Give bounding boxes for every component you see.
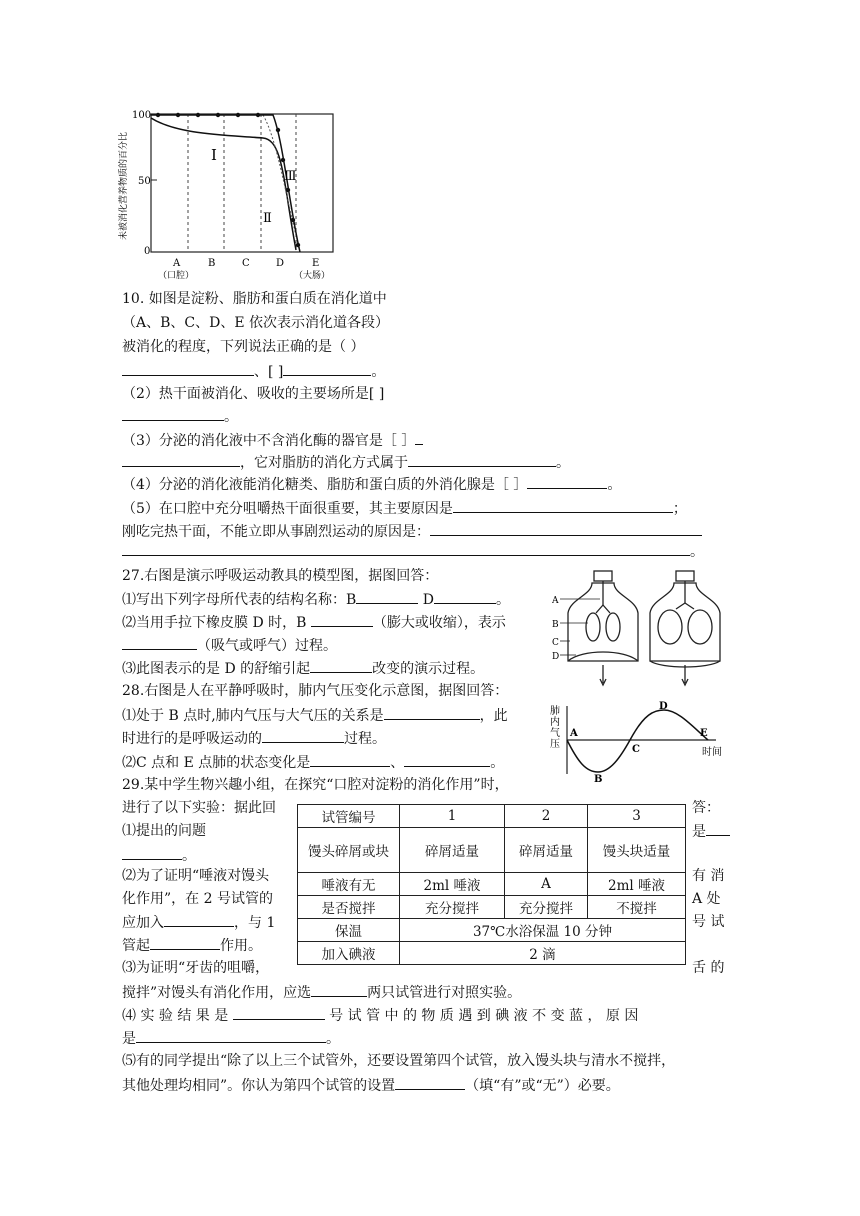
table-cell: 2ml 唾液 [588,873,686,896]
digestion-chart [118,100,340,290]
jar-pointer-lines [560,599,600,655]
blank[interactable] [430,521,702,536]
blank[interactable] [233,1005,325,1020]
q29-p2a-right: 有 消 [692,868,725,884]
x-axis-label: 时间 [702,747,722,758]
table-cell: 1 [400,805,505,828]
table-cell: 馒头碎屑或块 [298,828,400,873]
curve-label-ii: Ⅱ [263,211,272,226]
blank[interactable] [453,498,673,513]
blank[interactable] [706,821,730,836]
blank[interactable] [395,1075,465,1090]
q29-p3a: ⑶为证明“牙齿的咀嚼， [122,960,270,976]
table-cell: 碎屑适量 [400,828,505,873]
pressure-curve [567,710,708,772]
label-b: B [552,620,559,630]
q29-p6: 其他处理均相同”。你认为第四个试管的设置 （填“有”或“无”）必要。 [122,1075,620,1096]
table-cell: 保温 [298,919,400,942]
blank[interactable] [310,752,390,767]
table-cell: 试管编号 [298,805,400,828]
point-a: A [570,728,578,739]
q29-p2a: ⑵为了证明“唾液对馒头 [122,868,270,884]
point-d: D [659,701,668,712]
point-b: B [594,774,603,782]
blank[interactable] [356,589,418,604]
table-cell: 是否搅拌 [298,896,400,919]
q29-p1b: 。 [122,845,196,866]
blank[interactable] [122,541,690,556]
table-cell: 不搅拌 [588,896,686,919]
q27-line1: 27.右图是演示呼吸运动教具的模型图，据图回答： [122,568,439,584]
q27-line2: ⑴写出下列字母所代表的结构名称：B D 。 [122,589,510,610]
q29-line1: 29.某中学生物兴趣小组，在探究“口腔对淀粉的消化作用”时， [122,777,509,793]
blank[interactable] [136,1028,326,1043]
table-cell: 2 [505,805,588,828]
blank[interactable] [150,935,220,950]
blank[interactable] [164,912,234,927]
q29-p1: ⑴提出的问题 [122,823,206,839]
x-sub-mouth: （口腔） [158,271,195,281]
table-cell: 碎屑适量 [505,828,588,873]
table-cell: 37℃水浴保温 10 分钟 [400,919,686,942]
q29-line2: 进行了以下实验：据此回 [122,800,276,816]
table-cell: 充分搅拌 [400,896,505,919]
lung-pressure-chart [548,700,732,782]
table-cell: 加入碘液 [298,942,400,965]
q29-p3a-right: 舌 的 [692,960,725,976]
q28-line1: 28.右图是人在平静呼吸时，肺内气压变化示意图，据图回答： [122,683,509,699]
blank[interactable] [311,982,367,997]
blank[interactable] [384,705,480,720]
q10-part4: （4）分泌的消化液能消化糖类、脂肪和蛋白质的外消化腺是［ ］ 。 [122,474,621,495]
blank[interactable] [122,452,240,467]
blank[interactable] [527,474,607,489]
y-axis-label: 肺内气压 [550,706,560,750]
q28-line4: ⑵C 点和 E 点肺的状态变化是 、 。 [122,752,504,773]
q27-line5: ⑶此图表示的是 D 的舒缩引起 改变的演示过程。 [122,658,484,679]
blank[interactable] [415,430,423,445]
y-axis-label: 未被消化营养物质的百分比 [119,131,129,241]
q29-p4: ⑷ 实 验 结 果 是 号 试 管 中 的 物 质 遇 到 碘 液 不 变 蓝 ， 原 因 [122,1005,638,1026]
blank[interactable] [122,845,182,860]
blank[interactable] [283,361,371,376]
chart-frame [151,114,333,252]
experiment-table [297,804,686,965]
jar-right [650,571,720,685]
jar-left [568,571,638,685]
blank[interactable] [122,361,254,376]
y-tick-50: 50 [138,176,151,187]
q10-line1: 10. 如图是淀粉、脂肪和蛋白质在消化道中 [122,291,387,307]
table-cell: 2ml 唾液 [400,873,505,896]
q27-line4: （吸气或呼气）过程。 [122,635,337,656]
table-row [298,828,686,873]
blank[interactable] [434,589,496,604]
q10-part5: （5）在口腔中充分咀嚼热干面很重要，其主要原因是 ； [122,498,687,519]
table-row [298,805,686,828]
blank[interactable] [311,612,373,627]
x-tick-d: D [276,258,285,269]
table-cell: 唾液有无 [298,873,400,896]
q29-p5: ⑸有的同学提出“除了以上三个试管外，还要设置第四个试管，放入馒头块与清水不搅拌， [122,1053,676,1069]
blank[interactable] [408,452,556,467]
x-tick-c: C [242,258,250,269]
point-c: C [632,744,640,755]
y-tick-0: 0 [144,246,151,257]
curve-label-i: Ⅰ [211,146,217,164]
label-c: C [552,638,559,648]
q10-part2b: 。 [122,406,238,427]
x-tick-e: E [312,258,320,269]
q10-part3b: ，它对脂肪的消化方式属于 。 [122,452,570,473]
q29-p2d: 管起 作用。 [122,935,262,956]
q29-line2-right: 答： [692,800,720,816]
q27-line3: ⑵当用手拉下橡皮膜 D 时，B （膨大或收缩），表示 [122,612,506,633]
table-row [298,942,686,965]
curve-label-iii: Ⅲ [284,169,297,184]
table-row [298,873,686,896]
table-cell: 3 [588,805,686,828]
blank[interactable] [122,406,224,421]
blank[interactable] [122,635,197,650]
label-d: D [552,652,560,662]
q29-p2b: 化作用”，在 2 号试管的 [122,891,273,907]
q29-p2b-right: A 处 [692,891,721,907]
q28-line2: ⑴处于 B 点时,肺内气压与大气压的关系是 ，此 [122,705,508,726]
q29-p2c: 应加入 ，与 1 [122,912,275,933]
blank[interactable] [310,658,372,673]
table-row [298,896,686,919]
label-a: A [552,596,559,606]
q10-part5c: 。 [122,541,704,562]
q10-line2: （A、B、C、D、E 依次表示消化道各段） [122,315,390,331]
q10-part3: （3）分泌的消化液中不含消化酶的器官是［ ］ [122,430,423,451]
table-cell: 2 滴 [400,942,686,965]
table-row [298,919,686,942]
blank[interactable] [404,752,490,767]
q10-line3: 被消化的程度，下列说法正确的是（ ） [122,339,365,355]
x-tick-a: A [173,258,181,269]
x-tick-b: B [208,258,216,269]
table-cell: 充分搅拌 [505,896,588,919]
q29-p2c-right: 号 试 [692,914,725,930]
table-cell: 馒头块适量 [588,828,686,873]
q29-p4c: 是 。 [122,1028,340,1049]
blank[interactable] [262,728,344,743]
q29-p3b: 搅拌”对馒头有消化作用，应选 两只试管进行对照实验。 [122,982,521,1003]
q10-part5b: 刚吃完热干面，不能立即从事剧烈运动的原因是： [122,521,702,542]
y-tick-100: 100 [132,110,152,121]
q10-part2: （2）热干面被消化、吸收的主要场所是[ ] [122,386,385,402]
breathing-model-figure [552,567,732,689]
x-sub-large-intestine: （大肠） [294,271,331,281]
table-cell: A [505,873,588,896]
q10-line4: 、[ ] 。 [122,361,385,382]
point-e: E [700,728,708,739]
q29-p1-right: 是 [692,821,730,842]
q28-line3: 时进行的是呼吸运动的 过程。 [122,728,386,749]
